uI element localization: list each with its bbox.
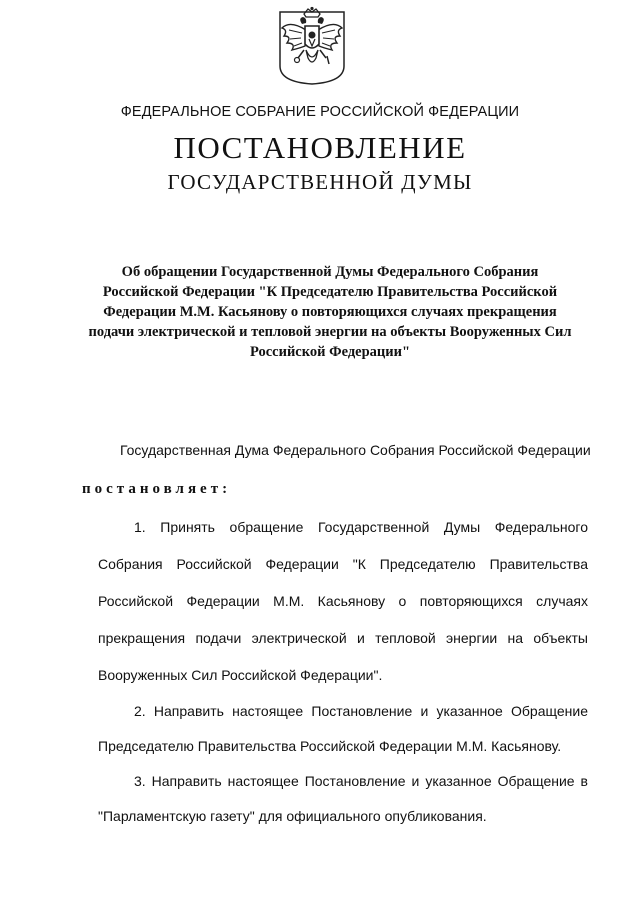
title-line: Российской Федерации "К Председателю Правительства Российской	[102, 284, 558, 300]
assembly-heading: ФЕДЕРАЛЬНОЕ СОБРАНИЕ РОССИЙСКОЙ ФЕДЕРАЦИИ	[120, 104, 520, 120]
clause-line: 2. Направить настоящее Постановление и указанное Обращение	[134, 703, 588, 719]
clause-line: Российской Федерации М.М. Касьянову о повторяющихся случаях	[98, 593, 588, 609]
preamble: Государственная Дума Федерального Собрания Российской Федерации	[120, 442, 591, 458]
title-line: Федерации М.М. Касьянову о повторяющихся случаях прекращения	[103, 304, 557, 320]
clause-line: 3. Направить настоящее Постановление и указанное Обращение в	[134, 773, 588, 789]
title-line: Российской Федерации"	[249, 344, 411, 360]
clause-line: прекращения подачи электрической и тепловой энергии на объекты	[98, 630, 588, 646]
clause-line: "Парламентскую газету" для официального опубликования.	[98, 808, 487, 824]
document-type: ПОСТАНОВЛЕНИЕ	[173, 130, 467, 165]
resolution-title	[80, 262, 580, 362]
clause-line: Собрания Российской Федерации "К Председателю Правительства	[98, 556, 588, 572]
clause-line: Председателю Правительства Российской Федерации М.М. Касьянову.	[98, 738, 562, 754]
coat-of-arms-icon	[272, 6, 352, 86]
title-line: Об обращении Государственной Думы Федерального Собрания	[121, 264, 539, 280]
title-line: подачи электрической и тепловой энергии на объекты Вооруженных Сил	[88, 324, 572, 340]
clause-line: Вооруженных Сил Российской Федерации".	[98, 667, 383, 683]
clause-line: 1. Принять обращение Государственной Думы Федерального	[134, 519, 588, 535]
resolves-word: постановляет:	[82, 481, 232, 497]
issuing-body: ГОСУДАРСТВЕННОЙ ДУМЫ	[167, 170, 473, 194]
